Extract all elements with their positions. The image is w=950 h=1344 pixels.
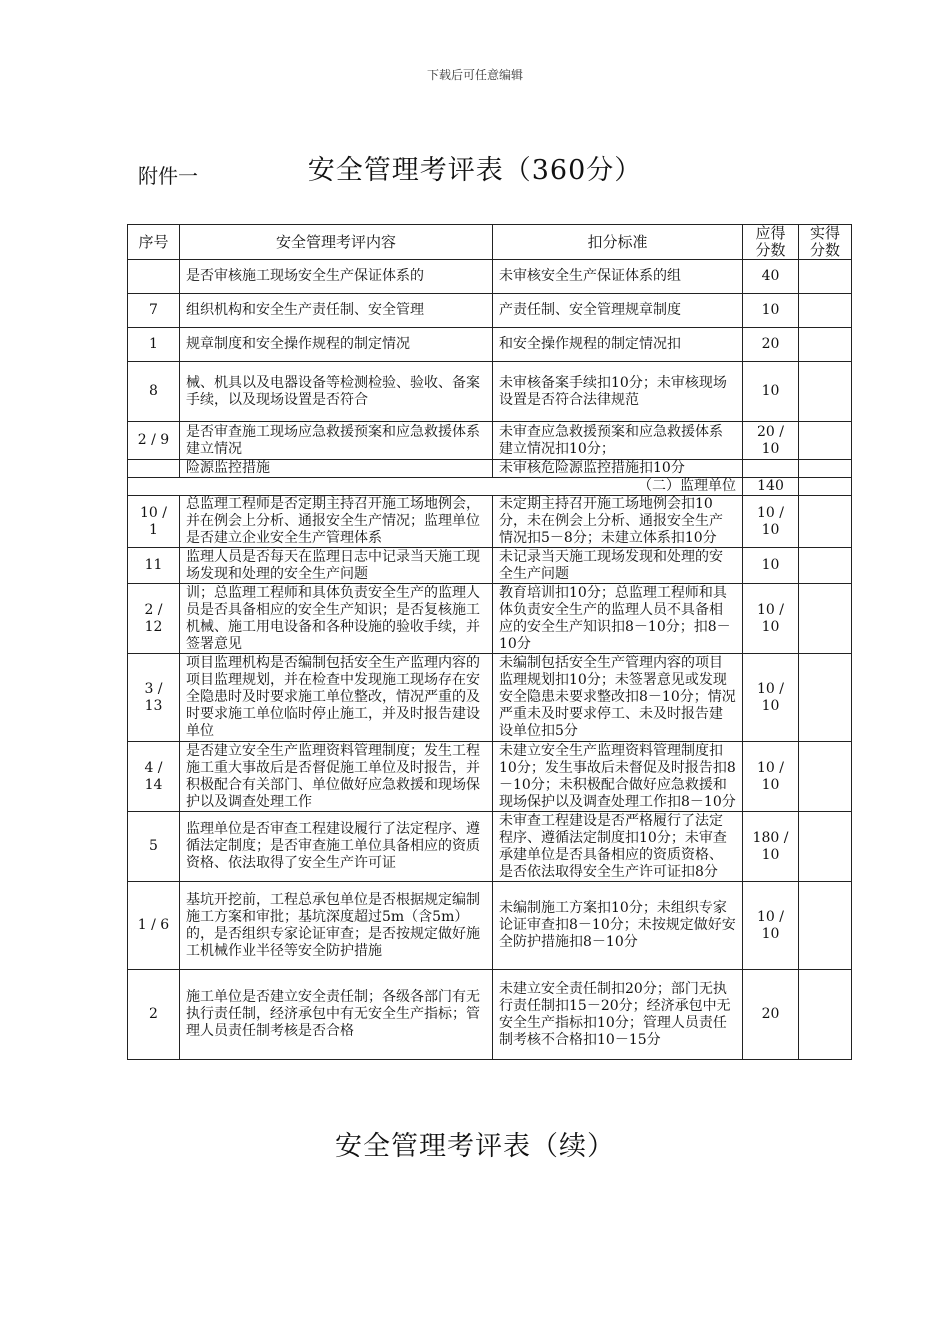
header-score: 应得分数 xyxy=(743,225,799,260)
row-actual[interactable] xyxy=(799,882,852,970)
row-content: 是否审查施工现场应急救援预案和应急救援体系建立情况 xyxy=(180,422,493,460)
row-no: 2 xyxy=(128,970,180,1060)
table-row xyxy=(128,584,852,654)
row-no: 11 xyxy=(128,548,180,584)
table-row xyxy=(128,294,852,328)
row-criteria: 未建立安全责任制扣20分；部门无执行责任制扣15－20分；经济承包中无安全生产指标扣10分；管理人员责任制考核不合格扣10－15分 xyxy=(493,970,743,1060)
row-actual[interactable] xyxy=(799,970,852,1060)
row-actual[interactable] xyxy=(799,812,852,882)
row-criteria: 未审核危险源监控措施扣10分 xyxy=(493,460,743,478)
header-no: 序号 xyxy=(128,225,180,260)
header-content: 安全管理考评内容 xyxy=(180,225,493,260)
row-criteria: 未审核备案手续扣10分；未审核现场设置是否符合法律规范 xyxy=(493,362,743,422)
header-criteria: 扣分标准 xyxy=(493,225,743,260)
row-criteria: 和安全操作规程的制定情况扣 xyxy=(493,328,743,362)
header-actual: 实得分数 xyxy=(799,225,852,260)
table-row xyxy=(128,496,852,548)
continued-title: 安全管理考评表（续） xyxy=(335,1131,615,1162)
page-title: 安全管理考评表（360分） xyxy=(307,155,643,186)
table-row xyxy=(128,548,852,584)
table-row xyxy=(128,742,852,812)
row-no xyxy=(128,460,180,478)
row-score: 10 xyxy=(743,548,799,584)
section-row xyxy=(128,478,852,496)
row-score: 20 xyxy=(743,970,799,1060)
row-actual[interactable] xyxy=(799,742,852,812)
attachment-label: 附件一 xyxy=(138,164,198,188)
row-criteria: 未编制施工方案扣10分；未组织专家论证审查扣8－10分；未按规定做好安全防护措施扣8－10分 xyxy=(493,882,743,970)
table-row xyxy=(128,362,852,422)
row-actual[interactable] xyxy=(799,328,852,362)
row-criteria: 未编制包括安全生产管理内容的项目监理规划扣10分；未签署意见或发现安全隐患未要求整改扣8－10分；情况严重未及时要求停工、未及时报告建设单位扣5分 xyxy=(493,654,743,742)
row-actual[interactable] xyxy=(799,362,852,422)
row-content: 监理人员是否每天在监理日志中记录当天施工现场发现和处理的安全生产问题 xyxy=(180,548,493,584)
row-criteria: 未定期主持召开施工场地例会扣10分，未在例会上分析、通报安全生产情况扣5－8分；未建立体系扣10分 xyxy=(493,496,743,548)
row-no: 4 / 14 xyxy=(128,742,180,812)
row-criteria: 未建立安全生产监理资料管理制度扣10分；发生事故后未督促及时报告扣8－10分；未积极配合做好应急救援和现场保护以及调查处理工作扣8－10分 xyxy=(493,742,743,812)
row-content: 是否审核施工现场安全生产保证体系的 xyxy=(180,260,493,294)
row-score xyxy=(743,460,799,478)
row-actual[interactable] xyxy=(799,294,852,328)
table-row xyxy=(128,328,852,362)
row-score: 10 / 10 xyxy=(743,654,799,742)
row-content: 施工单位是否建立安全责任制；各级各部门有无执行责任制，经济承包中有无安全生产指标；管理人员责任制考核是否合格 xyxy=(180,970,493,1060)
header-note: 下载后可任意编辑 xyxy=(426,68,523,82)
row-criteria: 未记录当天施工现场发现和处理的安全生产问题 xyxy=(493,548,743,584)
row-content: 险源监控措施 xyxy=(180,460,493,478)
row-score: 10 / 10 xyxy=(743,882,799,970)
row-criteria: 教育培训扣10分；总监理工程师和具体负责安全生产的监理人员不具备相应的安全生产知识扣8－10分；扣8－10分 xyxy=(493,584,743,654)
table-row xyxy=(128,654,852,742)
table-row xyxy=(128,882,852,970)
row-content: 监理单位是否审查工程建设履行了法定程序、遵循法定制度；是否审查施工单位具备相应的资质资格、依法取得了安全生产许可证 xyxy=(180,812,493,882)
row-content: 基坑开挖前，工程总承包单位是否根据规定编制施工方案和审批；基坑深度超过5m（含5m）的，是否组织专家论证审查；是否按规定做好施工机械作业半径等安全防护措施 xyxy=(180,882,493,970)
row-content: 项目监理机构是否编制包括安全生产监理内容的项目监理规划，并在检查中发现施工现场存在安全隐患时及时要求施工单位整改，情况严重的及时要求施工单位临时停止施工，并及时报告建设单位 xyxy=(180,654,493,742)
row-actual[interactable] xyxy=(799,496,852,548)
row-score: 40 xyxy=(743,260,799,294)
row-score: 10 xyxy=(743,362,799,422)
row-criteria: 产责任制、安全管理规章制度 xyxy=(493,294,743,328)
row-no: 10 / 1 xyxy=(128,496,180,548)
table-row xyxy=(128,422,852,460)
row-criteria: 未审查工程建设是否严格履行了法定程序、遵循法定制度扣10分；未审查承建单位是否具备相应的资质资格、是否依法取得安全生产许可证扣8分 xyxy=(493,812,743,882)
row-content: 总监理工程师是否定期主持召开施工场地例会，并在例会上分析、通报安全生产情况；监理单位是否建立企业安全生产管理体系 xyxy=(180,496,493,548)
row-actual[interactable] xyxy=(799,548,852,584)
row-content: 械、机具以及电器设备等检测检验、验收、备案手续，以及现场设置是否符合 xyxy=(180,362,493,422)
row-no: 8 xyxy=(128,362,180,422)
row-no xyxy=(128,260,180,294)
row-no: 1 xyxy=(128,328,180,362)
row-score: 10 xyxy=(743,294,799,328)
row-content: 规章制度和安全操作规程的制定情况 xyxy=(180,328,493,362)
table-row xyxy=(128,460,852,478)
row-no: 3 / 13 xyxy=(128,654,180,742)
row-actual[interactable] xyxy=(799,460,852,478)
row-no: 7 xyxy=(128,294,180,328)
row-score: 20 / 10 xyxy=(743,422,799,460)
row-score: 10 / 10 xyxy=(743,496,799,548)
row-score: 20 xyxy=(743,328,799,362)
row-criteria: 未审核安全生产保证体系的组 xyxy=(493,260,743,294)
row-no: 2 / 12 xyxy=(128,584,180,654)
row-actual[interactable] xyxy=(799,422,852,460)
row-actual[interactable] xyxy=(799,654,852,742)
table-row xyxy=(128,260,852,294)
row-content: 是否建立安全生产监理资料管理制度；发生工程施工重大事故后是否督促施工单位及时报告，并积极配合有关部门、单位做好应急救援和现场保护以及调查处理工作 xyxy=(180,742,493,812)
row-score: 180 / 10 xyxy=(743,812,799,882)
table-header-row xyxy=(128,225,852,260)
row-actual[interactable] xyxy=(799,584,852,654)
row-criteria: 未审查应急救援预案和应急救援体系建立情况扣10分； xyxy=(493,422,743,460)
table-row xyxy=(128,812,852,882)
row-content: 训；总监理工程师和具体负责安全生产的监理人员是否具备相应的安全生产知识；是否复核施工机械、施工用电设备和各种设施的验收手续，并签署意见 xyxy=(180,584,493,654)
table-row xyxy=(128,970,852,1060)
section-heading: （二）监理单位 xyxy=(128,478,743,496)
row-score: 10 / 10 xyxy=(743,584,799,654)
row-score: 10 / 10 xyxy=(743,742,799,812)
row-actual[interactable] xyxy=(799,478,852,496)
row-no: 2 / 9 xyxy=(128,422,180,460)
section-score: 140 xyxy=(743,478,799,496)
evaluation-table xyxy=(127,224,852,1060)
row-no: 5 xyxy=(128,812,180,882)
row-no: 1 / 6 xyxy=(128,882,180,970)
row-actual[interactable] xyxy=(799,260,852,294)
row-content: 组织机构和安全生产责任制、安全管理 xyxy=(180,294,493,328)
